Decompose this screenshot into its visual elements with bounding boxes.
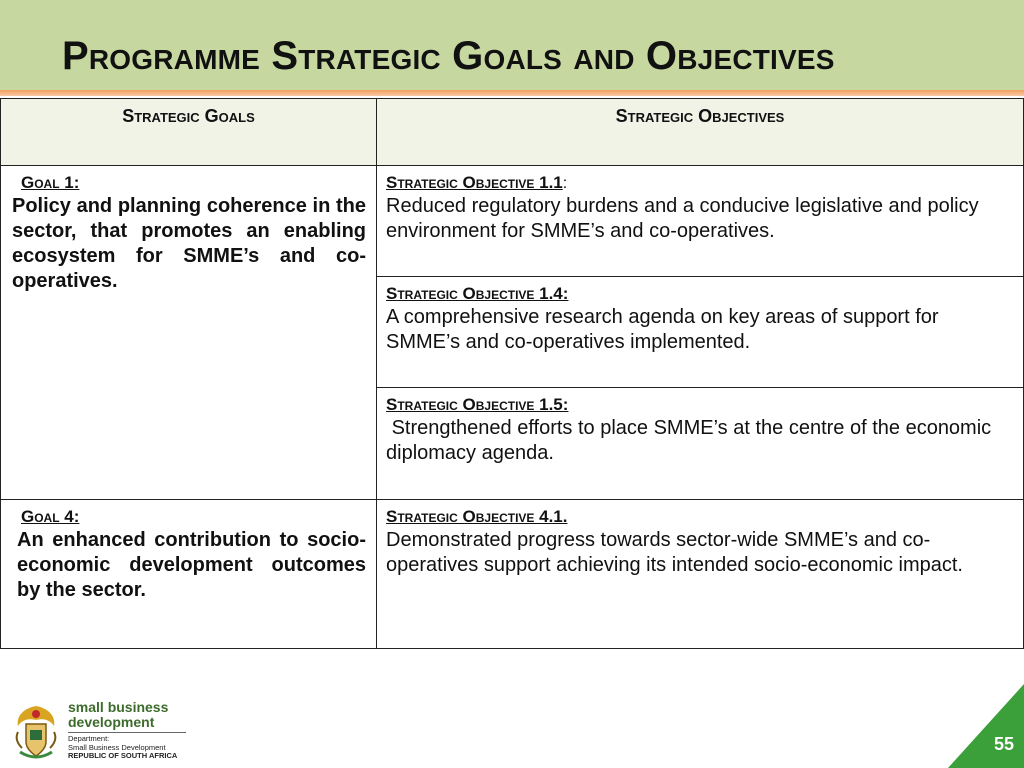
department-branding [68,699,178,760]
goal-4-cell [0,499,377,649]
objective-text: A comprehensive research agenda on key areas of support for SMME’s and co-operatives implemented. [386,306,939,353]
objective-title: Strategic Objective 4.1. [386,507,568,526]
header-strategic-goals: Strategic Goals [0,98,377,166]
goal-1-cell [0,165,377,500]
goal-1-text: Policy and planning coherence in the sector, that promotes an enabling ecosystem for SMME’s and co-operatives. [12,195,366,292]
objective-title-suffix: : [562,175,568,192]
objective-title: Strategic Objective 1.1 [386,173,563,192]
goal-1-title: Goal 1: [21,173,80,192]
objective-text: Demonstrated progress towards sector-wide SMME’s and co-operatives support achieving its intended socio-economic impact. [386,529,963,576]
header-strategic-objectives: Strategic Objectives [376,98,1024,166]
page-number-corner [948,684,1024,768]
dept-line-2: Small Business Development [68,742,166,752]
objective-text: Strengthened efforts to place SMME’s at the centre of the economic diplomacy agenda. [386,417,997,464]
objective-1-1-cell [376,165,1024,277]
objective-1-4-cell [376,276,1024,388]
slide-title: Programme Strategic Goals and Objectives [62,34,835,78]
goal-4-text: An enhanced contribution to socio-economic development outcomes by the sector. [17,529,366,601]
department-label [68,732,186,761]
objective-1-5-cell [376,387,1024,500]
objective-4-1-cell [376,499,1024,649]
goals-objectives-table [0,98,1024,649]
page-number: 55 [993,734,1014,754]
objective-title: Strategic Objective 1.5: [386,395,569,414]
brand-line-1: small business [68,699,169,715]
coat-of-arms-icon [12,702,60,767]
dept-line-1: Department: [68,734,110,743]
brand-line-2: development [68,714,155,730]
goal-4-title: Goal 4: [21,507,80,526]
objective-text: Reduced regulatory burdens and a conducive legislative and policy environment for SMME’s and co-operatives. [386,195,979,242]
dept-line-3: REPUBLIC OF SOUTH AFRICA [68,751,178,760]
title-divider [0,90,1024,96]
objective-title: Strategic Objective 1.4: [386,284,569,303]
